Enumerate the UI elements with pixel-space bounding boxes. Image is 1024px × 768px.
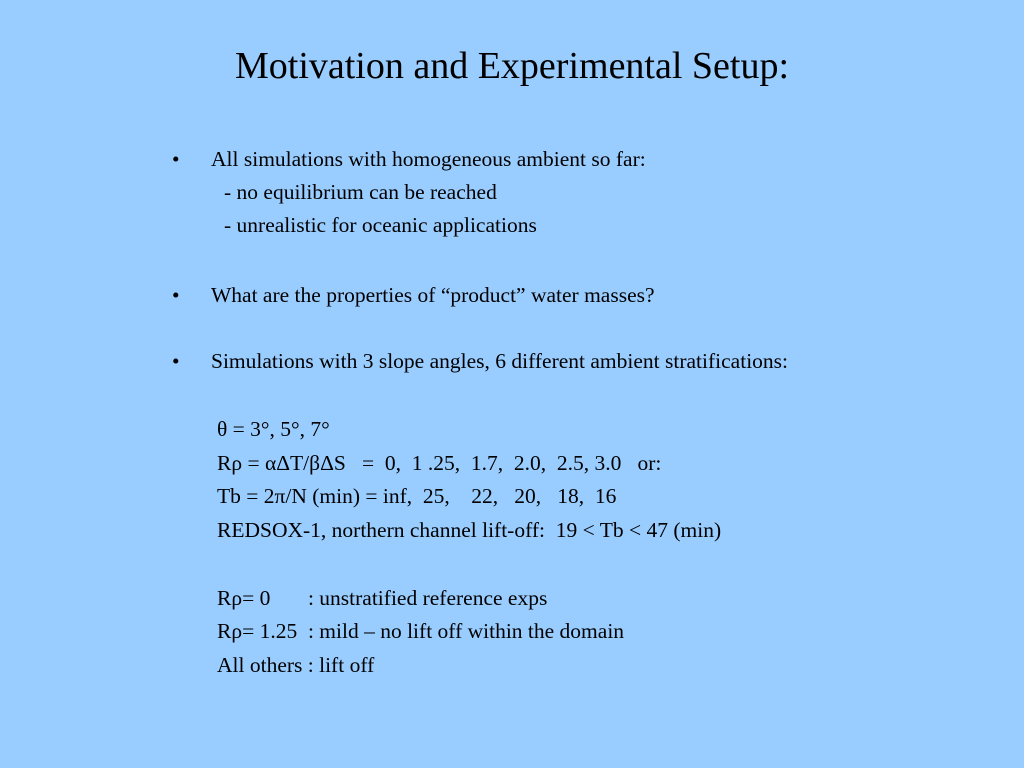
bullet-icon: • <box>172 349 180 373</box>
param-redsox: REDSOX-1, northern channel lift-off: 19 < Tb < 47 (min) <box>217 518 722 542</box>
bullet-1-sub-2: - unrealistic for oceanic applications <box>224 213 537 237</box>
param-r-rho: Rρ = αΔT/βΔS = 0, 1 .25, 1.7, 2.0, 2.5, 3.0 or: <box>217 451 662 475</box>
param-tb: Tb = 2π/N (min) = inf, 25, 22, 20, 18, 16 <box>217 484 617 508</box>
bullet-1-text: All simulations with homogeneous ambient so far: <box>211 147 646 171</box>
note-r-rho-125: Rρ= 1.25 : mild – no lift off within the domain <box>217 619 625 643</box>
note-r-rho-0: Rρ= 0 : unstratified reference exps <box>217 586 548 610</box>
slide-title: Motivation and Experimental Setup: <box>234 45 790 87</box>
bullet-icon: • <box>172 283 180 307</box>
bullet-3-text: Simulations with 3 slope angles, 6 different ambient stratifications: <box>211 349 789 373</box>
bullet-icon: • <box>172 147 180 171</box>
note-all-others: All others : lift off <box>217 653 375 677</box>
bullet-1-sub-1: - no equilibrium can be reached <box>224 180 497 204</box>
bullet-2-text: What are the properties of “product” water masses? <box>211 283 655 307</box>
param-theta: θ = 3°, 5°, 7° <box>217 417 330 441</box>
